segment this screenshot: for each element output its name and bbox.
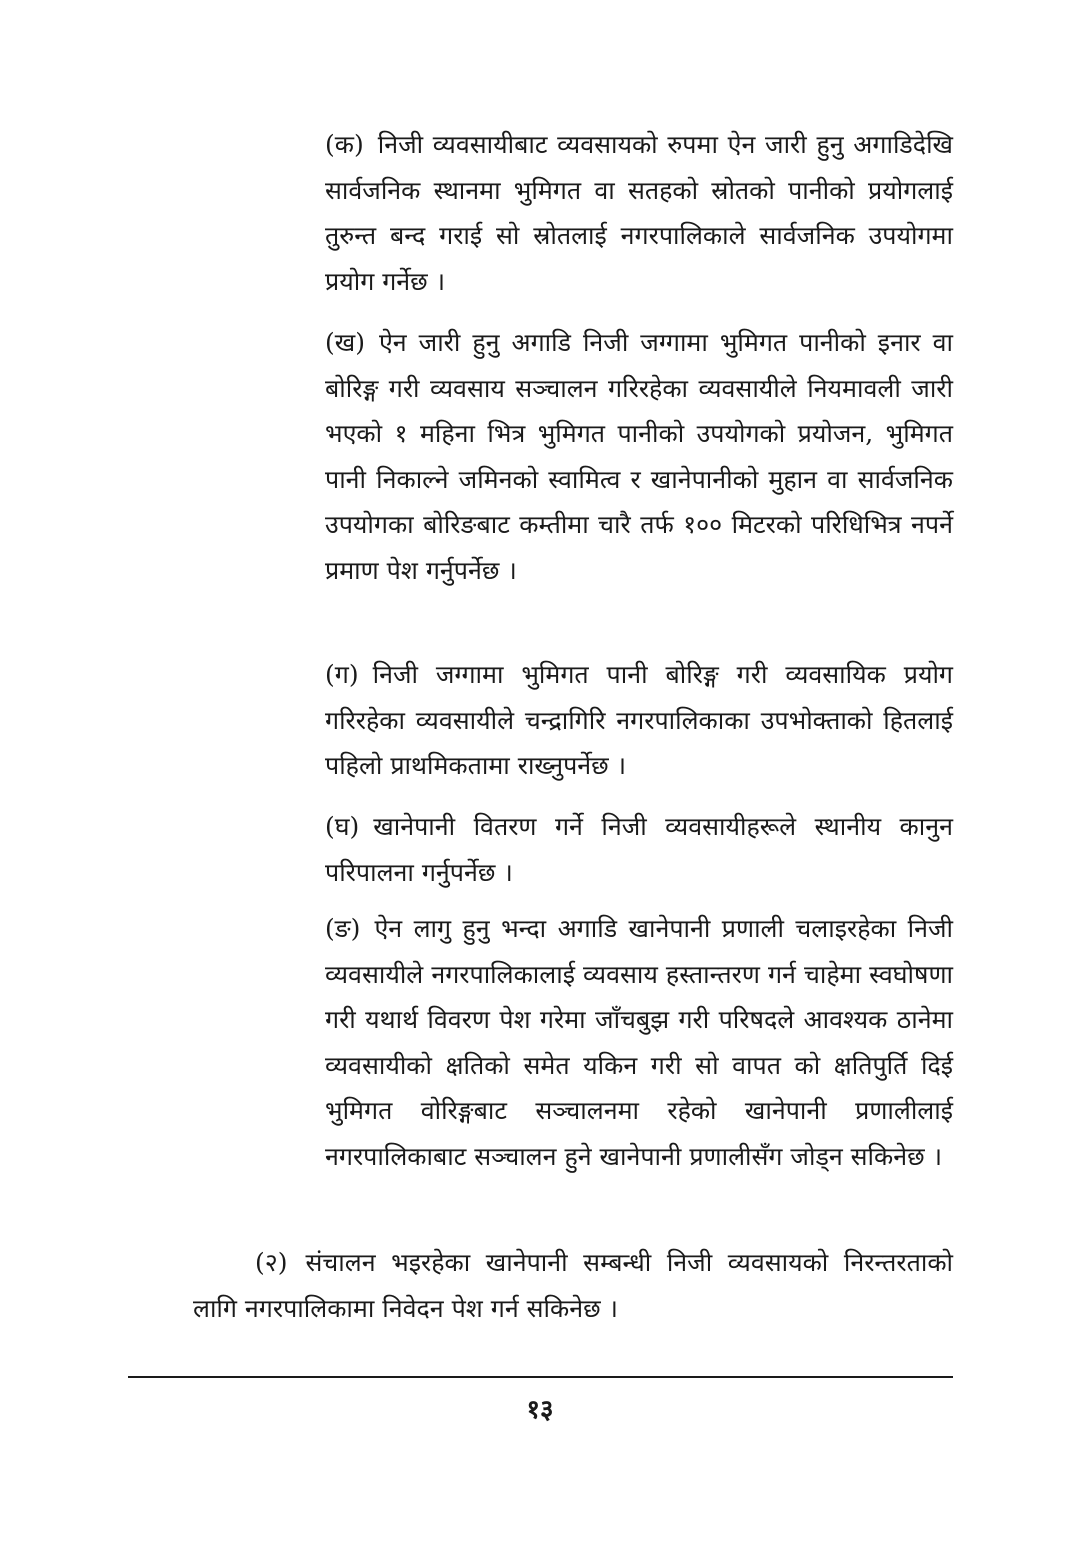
clause-label: (ख) [325, 328, 365, 357]
clause-kha [325, 320, 953, 594]
clause-label: (क) [325, 130, 364, 159]
clause-label: (ग) [325, 660, 359, 689]
clause-label: (ङ) [325, 914, 361, 943]
clause-text: खानेपानी वितरण गर्ने निजी व्यवसायीहरूले स्थानीय कानुन परिपालना गर्नुपर्नेछ । [325, 812, 953, 887]
clause-ka [325, 122, 953, 304]
page-number: १३ [526, 1395, 554, 1425]
subsection-text: संचालन भइरहेका खानेपानी सम्बन्धी निजी व्यवसायको निरन्तरताको लागि नगरपालिकामा निवेदन पेश गर्न सकिनेछ । [193, 1248, 953, 1323]
subsection-label: (२) [255, 1248, 288, 1277]
footer-divider [128, 1376, 953, 1378]
subsection-2 [193, 1240, 953, 1331]
clause-text: निजी जग्गामा भुमिगत पानी बोरिङ्ग गरी व्यवसायिक प्रयोग गरिरहेका व्यवसायीले चन्द्रागिरि नगरपालिकाका उपभोक्ताको हितलाई पहिलो प्राथमिकतामा राख्नुपर्नेछ । [325, 660, 953, 781]
clause-ga [325, 652, 953, 789]
clause-text: निजी व्यवसायीबाट व्यवसायको रुपमा ऐन जारी हुनु अगाडिदेखि सार्वजनिक स्थानमा भुमिगत वा सतहको स्रोतको पानीको प्रयोगलाई तुरुन्त बन्द गराई सो स्रोतलाई नगरपालिकाले सार्वजनिक उपयोगमा प्रयोग गर्नेछ । [325, 130, 953, 296]
clause-text: ऐन लागु हुनु भन्दा अगाडि खानेपानी प्रणाली चलाइरहेका निजी व्यवसायीले नगरपालिकालाई व्यवसाय हस्तान्तरण गर्न चाहेमा स्वघोषणा गरी यथार्थ विवरण पेश गरेमा जाँचबुझ गरी परिषदले आवश्यक ठानेमा व्यवसायीको क्षतिको समेत यकिन गरी सो वापत को क्षतिपुर्ति दिई भुमिगत वोरिङ्गबाट सञ्चालनमा रहेको खानेपानी प्रणालीलाई नगरपालिकाबाट सञ्चालन हुने खानेपानी प्रणालीसँग जोड्न सकिनेछ । [325, 914, 953, 1171]
clause-gha [325, 804, 953, 895]
clause-label: (घ) [325, 812, 360, 841]
clause-text: ऐन जारी हुनु अगाडि निजी जग्गामा भुमिगत पानीको इनार वा बोरिङ्ग गरी व्यवसाय सञ्चालन गरिरहेका व्यवसायीले नियमावली जारी भएको १ महिना भित्र भुमिगत पानीको उपयोगको प्रयोजन, भुमिगत पानी निकाल्ने जमिनको स्वामित्व र खानेपानीको मुहान वा सार्वजनिक उपयोगका बोरिङबाट कम्तीमा चारै तर्फ १०० मिटरको परिधिभित्र नपर्ने प्रमाण पेश गर्नुपर्नेछ । [325, 328, 953, 585]
clause-nga [325, 906, 953, 1180]
